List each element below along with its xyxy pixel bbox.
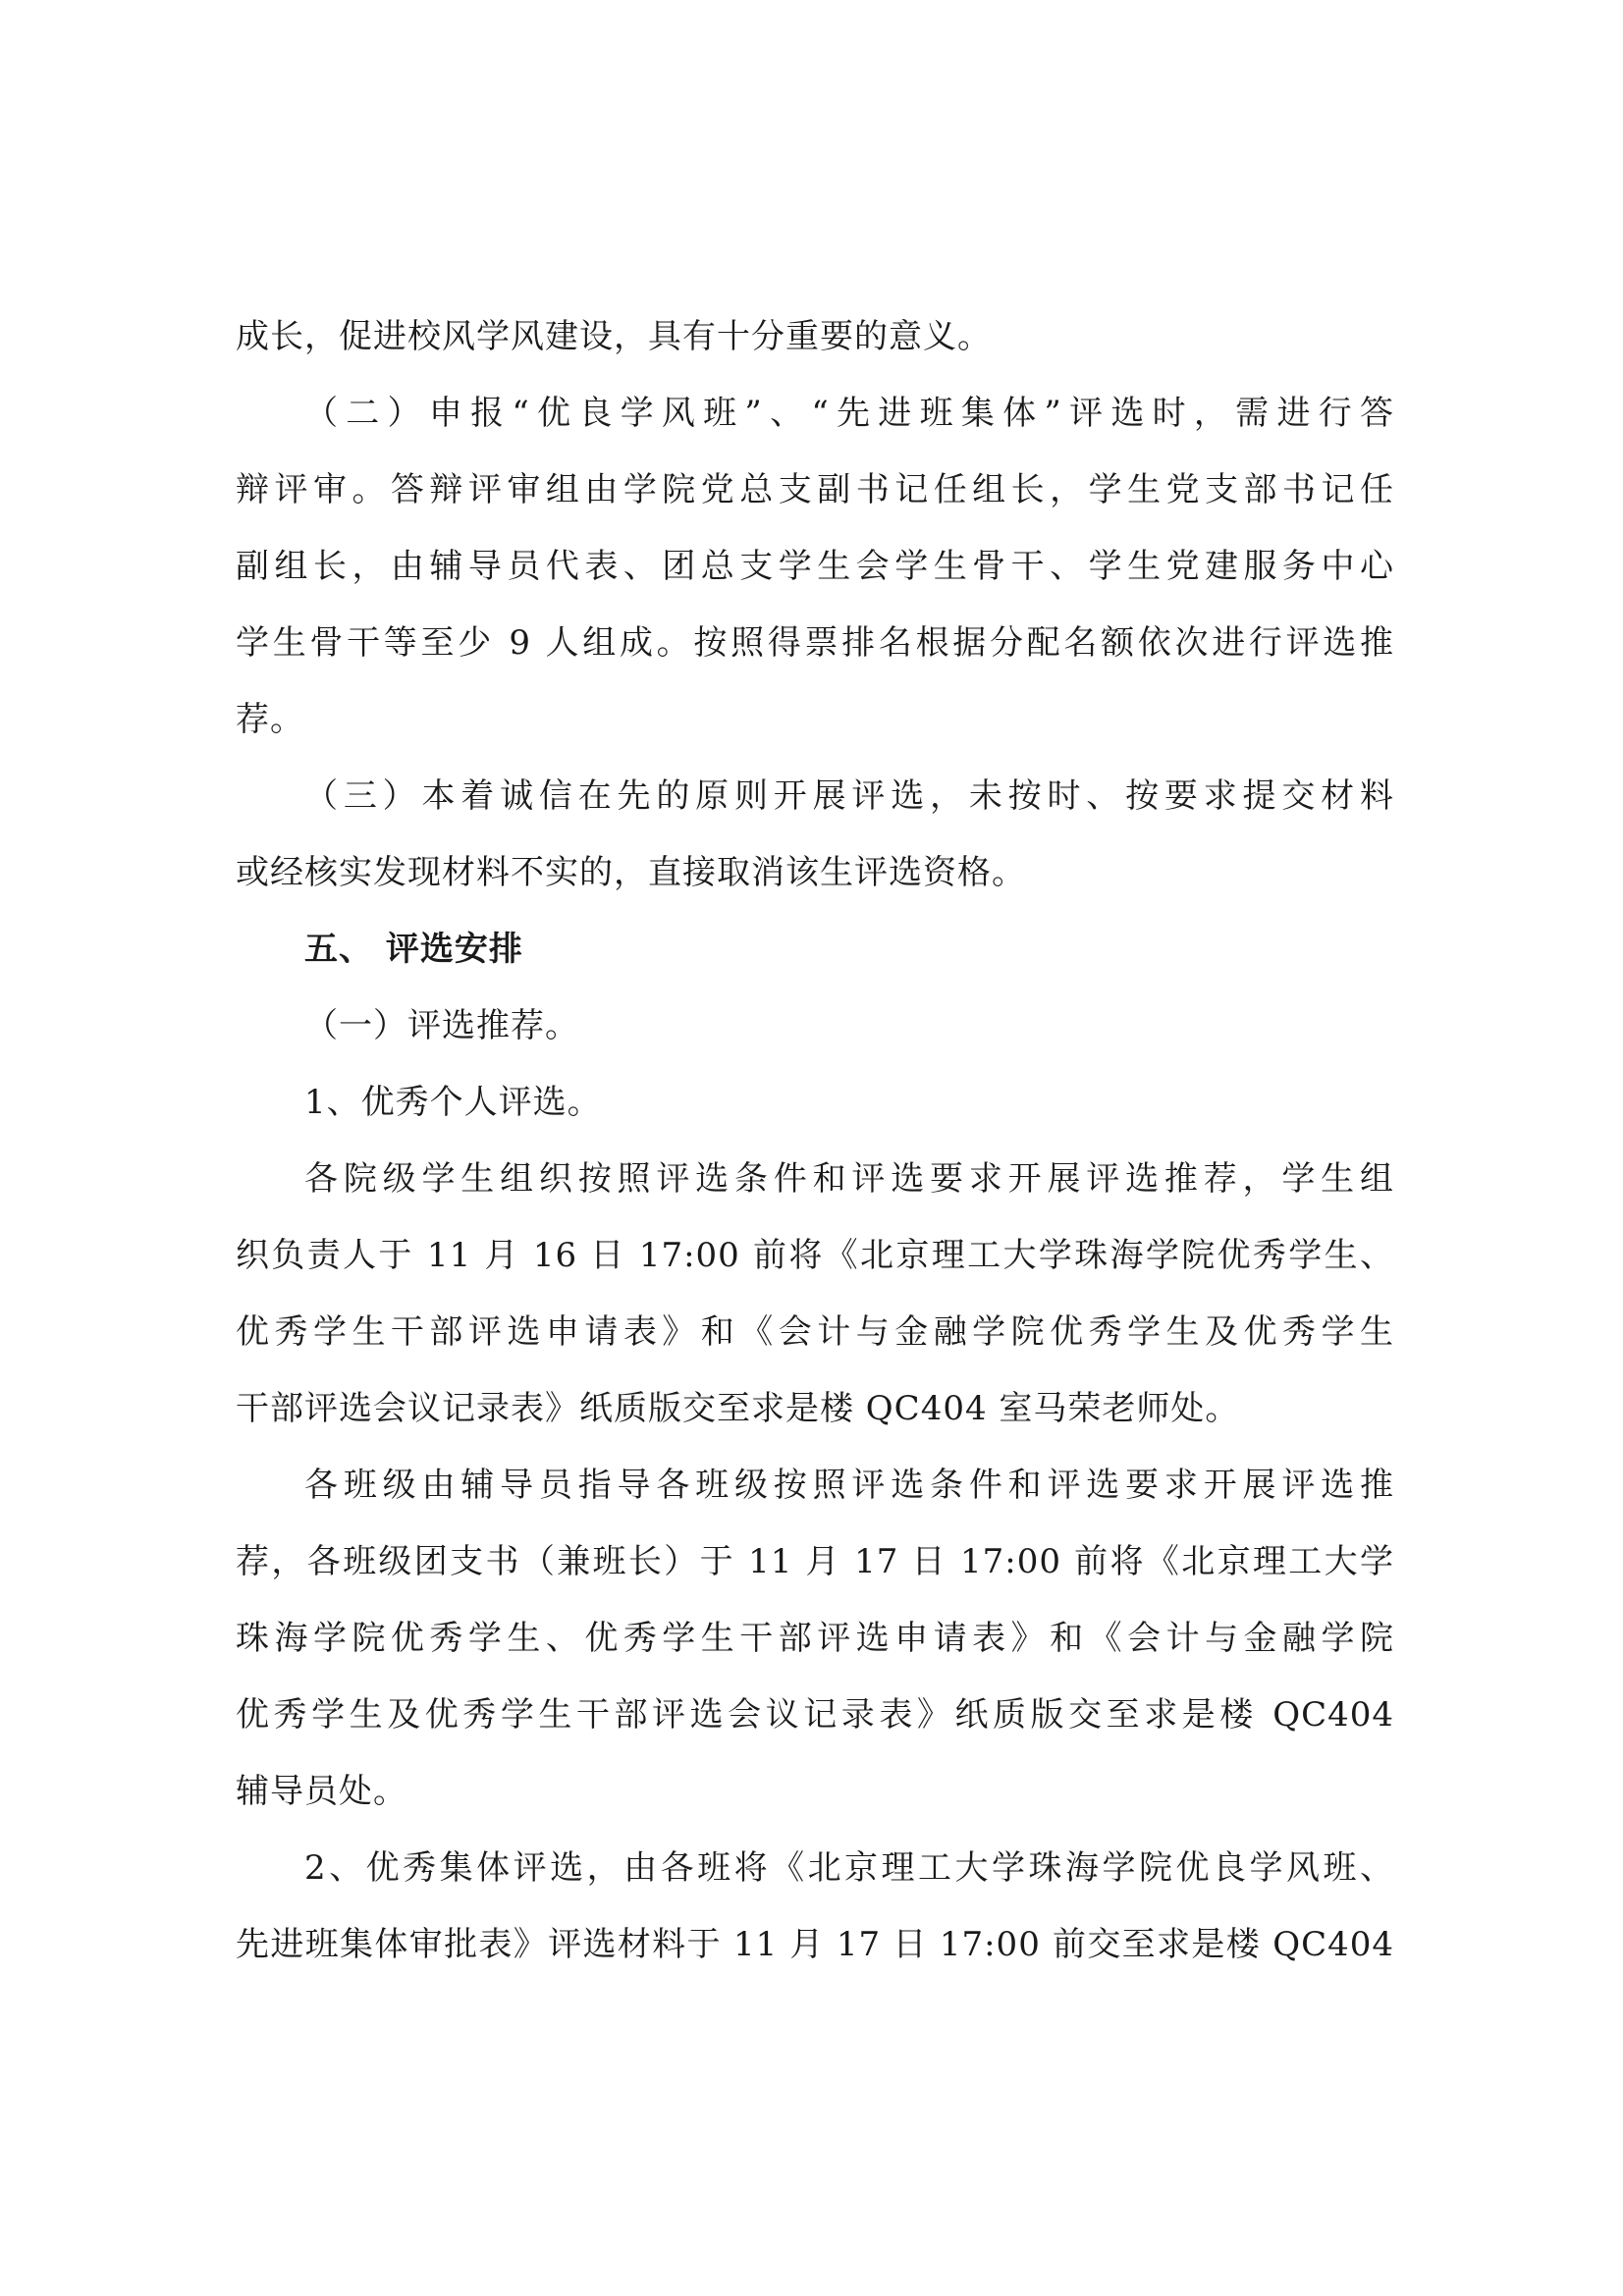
line-text: 各院级学生组织按照评选条件和评选要求开展评选推荐，学生组 (304, 1159, 1394, 1199)
paragraph-line (0, 1216, 1623, 1295)
line-text: 成长，促进校风学风建设，具有十分重要的意义。 (236, 317, 992, 356)
paragraph-line (0, 604, 1623, 682)
paragraph-line (0, 680, 1623, 759)
line-text: 副组长，由辅导员代表、团总支学生会学生骨干、学生党建服务中心 (236, 547, 1394, 586)
paragraph-line (0, 1293, 1623, 1371)
paragraph-line (0, 1829, 1623, 1907)
paragraph-line (0, 757, 1623, 835)
section-heading-text: 五、 评选安排 (304, 930, 523, 969)
line-text: 学生骨干等至少 9 人组成。按照得票排名根据分配名额依次进行评选推 (236, 623, 1394, 663)
line-text: 各班级由辅导员指导各班级按照评选条件和评选要求开展评选推 (304, 1466, 1394, 1505)
paragraph-line (0, 1140, 1623, 1218)
paragraph-line (0, 297, 1623, 376)
line-text: 珠海学院优秀学生、优秀学生干部评选申请表》和《会计与金融学院 (236, 1619, 1394, 1658)
line-text: 干部评选会议记录表》纸质版交至求是楼 QC404 室马荣老师处。 (236, 1389, 1240, 1428)
line-text: 先进班集体审批表》评选材料于 11 月 17 日 17:00 前交至求是楼 QC404 (236, 1925, 1394, 1964)
paragraph-line (0, 1676, 1623, 1754)
paragraph-line (0, 1905, 1623, 1984)
section-heading (0, 910, 1623, 988)
line-text: 荐，各班级团支书（兼班长）于 11 月 17 日 17:00 前将《北京理工大学 (236, 1542, 1394, 1581)
paragraph-line (0, 451, 1623, 529)
paragraph-line (0, 1446, 1623, 1524)
line-text: （一）评选推荐。 (304, 1006, 579, 1045)
paragraph-line (0, 527, 1623, 606)
line-text: 2、优秀集体评选，由各班将《北京理工大学珠海学院优良学风班、 (304, 1848, 1394, 1888)
line-text: 辅导员处。 (236, 1772, 407, 1811)
line-text: 优秀学生干部评选申请表》和《会计与金融学院优秀学生及优秀学生 (236, 1312, 1394, 1352)
paragraph-line (0, 1599, 1623, 1678)
subsection-heading (0, 987, 1623, 1065)
line-text: 1、优秀个人评选。 (304, 1083, 602, 1122)
line-text: 优秀学生及优秀学生干部评选会议记录表》纸质版交至求是楼 QC404 (236, 1695, 1394, 1735)
line-text: 或经核实发现材料不实的，直接取消该生评选资格。 (236, 853, 1026, 892)
line-text: 织负责人于 11 月 16 日 17:00 前将《北京理工大学珠海学院优秀学生、 (236, 1236, 1394, 1275)
paragraph-line (0, 374, 1623, 453)
paragraph-line (0, 833, 1623, 912)
paragraph-line (0, 1369, 1623, 1448)
paragraph-line (0, 1752, 1623, 1831)
paragraph-line (0, 1522, 1623, 1601)
line-text: （二）申报“优良学风班”、“先进班集体”评选时，需进行答 (304, 394, 1394, 433)
line-text: （三）本着诚信在先的原则开展评选，未按时、按要求提交材料 (304, 776, 1394, 816)
line-text: 荐。 (236, 700, 304, 739)
line-text: 辩评审。答辩评审组由学院党总支副书记任组长，学生党支部书记任 (236, 470, 1394, 509)
item-heading (0, 1063, 1623, 1142)
